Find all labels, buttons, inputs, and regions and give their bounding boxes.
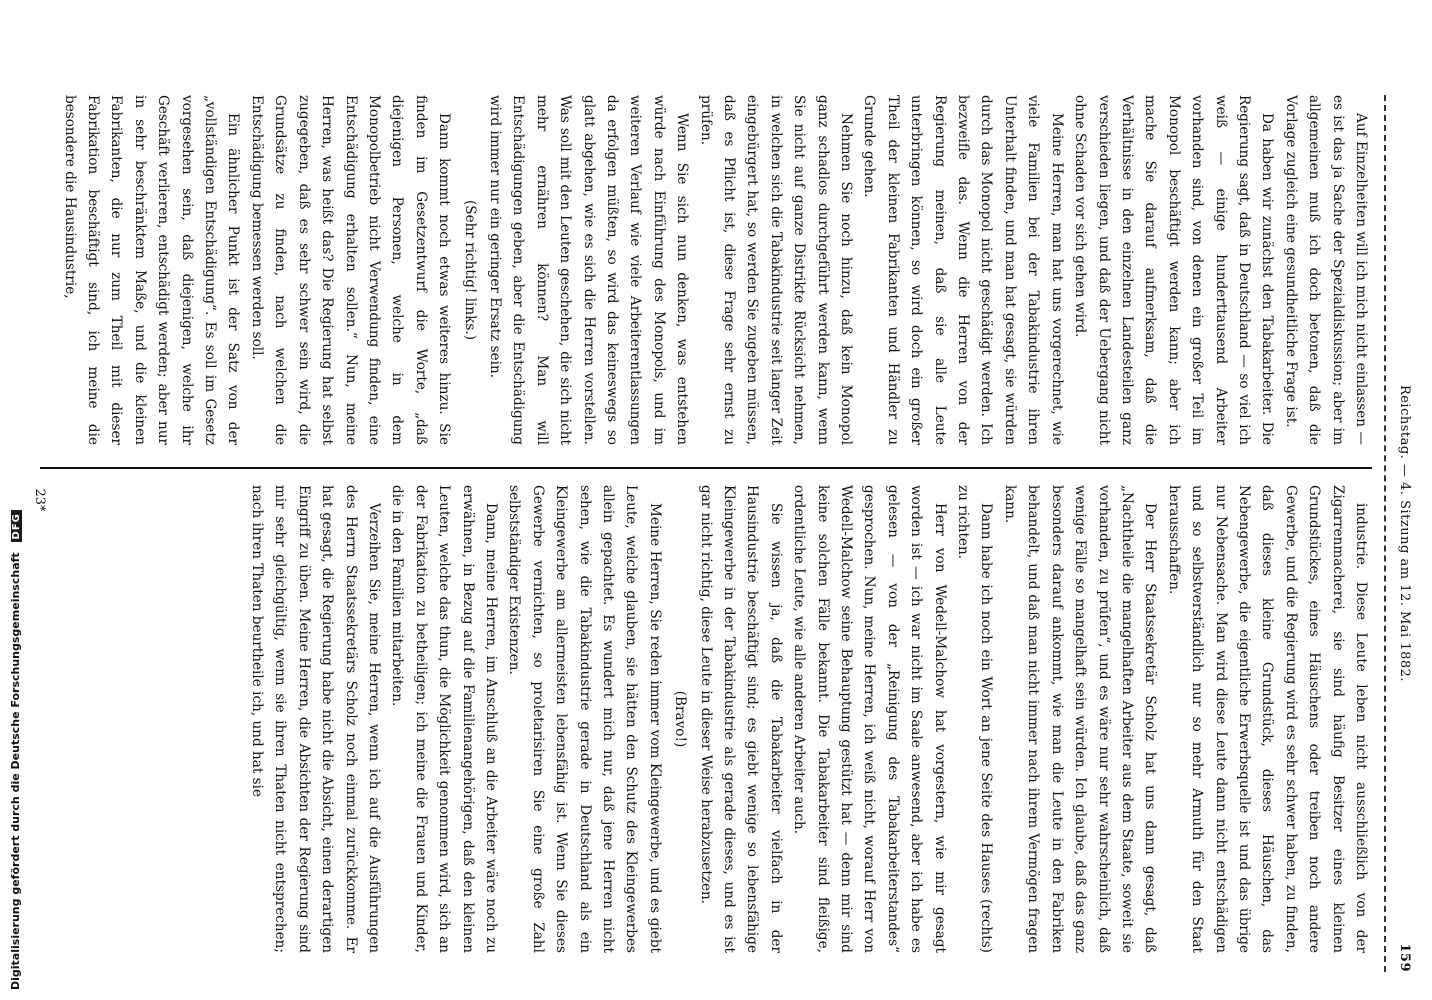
interjection: (Bravo!) [672, 690, 689, 748]
paragraph: Der Herr Staatssekretär Scholz hat uns dann gesagt, daß „Nachtheile die mangelhaften Arbeiter aus dem Staate, soweit sie vorhanden, zu prüfen“, und es wäre nur sehr wahrscheinlich, daß wenige Fälle so mangelhaft sein würden. Ich glaube, daß das ganz besonders darauf ankommt, wie man die Leute in den Fabriken behandelt, und daß man nicht immer nach ihrem Vermögen fragen kann. [1001, 485, 1159, 953]
digitization-credit [6, 0, 28, 1000]
interjection: (Sehr richtig! links.) [461, 199, 478, 341]
paragraph: Dann kommt noch etwas weiteres hinzu. Sie finden im Gesetzentwurf die Worte, „daß diejenigen Personen, welche in dem Monopolbetrieb nicht Verwendung finden, eine Entschädigung erhalten sollen.“ Nun, meine Herren, was heißt das? Die Regierung hat selbst zugegeben, daß es sehr schwer sein wird, die Grundsätze zu finden, nach welchen die Entschädigung bemessen werden soll. [248, 95, 453, 445]
signature-mark: 23* [32, 488, 47, 512]
paragraph: Sie wissen ja, daß die Tabakarbeiter vielfach in der Hausindustrie beschäftigt sind; es giebt wenige so lebensfähige Kleingewerbe in der Tabakindustrie als gerade dieses, und es ist gar nicht richtig, diese Leute in dieser Weise herabzusetzen. [697, 485, 784, 953]
paragraph: Nehmen Sie noch hinzu, daß kein Monopol ganz schadlos durchgeführt werden kann, wenn Sie nicht auf ganze Distrikte Rücksicht nehmen, in welchen sich die Tabakindustrie seit langer Zeit eingebürgert hat, so werden Sie zugeben müssen, daß es Pflicht ist, diese Frage sehr ernst zu prüfen. [697, 95, 855, 445]
paragraph: Herr von Wedell-Malchow hat vorgestern, wie mir gesagt worden ist — ich war nicht im Saale anwesend, aber ich habe es gelesen — von der „Reinigung des Tabakarbeiterstandes“ gesprochen. Nun, meine Herren, ich weiß nicht, worauf Herr von Wedell-Malchow seine Behauptung gestützt hat — denn mir sind keine solchen Fälle bekannt. Die Tabakarbeiter sind fleißige, ordentliche Leute, wie alle anderen Arbeiter auch. [791, 485, 948, 953]
page-header [1397, 95, 1412, 972]
running-title: Reichstag. — 4. Sitzung am 12. Mai 1882. [1397, 384, 1412, 683]
column-divider [40, 467, 1372, 469]
right-column [60, 485, 1372, 953]
dfg-logo: DFG [11, 510, 22, 542]
paragraph: Verzeihen Sie, meine Herren, wenn ich auf die Ausführungen des Herrn Staatssekretärs Scholz noch einmal zurückkomme. Er hat gesagt, die Regierung habe nicht die Absicht, einen derartigen Eingriff zu üben. Meine Herren, die Absichten der Regierung sind mir sehr gleichgültig, wenn sie ihren Thaten nicht entsprechen; nach ihren Thaten beurtheile ich, und hat sie [248, 485, 382, 953]
page-number: 159 [1397, 943, 1412, 972]
credit-line [9, 510, 22, 990]
paragraph: Meine Herren, man hat uns vorgerechnet, wie viele Familien bei der Tabakindustrie ihren Unterhalt finden, und man hat gesagt, sie würden durch das Monopol nicht geschädigt werden. Ich bezweifle das. Wenn die Herren von der Regierung meinen, daß sie alle Leute unterbringen können, so wird doch ein großer Theil der kleinen Fabrikanten und Händler zu Grunde gehen. [861, 95, 1065, 445]
credit-text: Digitalisierung gefördert durch die Deutsche Forschungsgemeinschaft [9, 552, 22, 990]
left-column [60, 95, 1372, 445]
paragraph: industrie. Diese Leute leben nicht ausschließlich von der Zigarrenmacherei, sie sind häufig Besitzer eines kleinen Grundstückes, eines Häuschens oder treiben noch andere Gewerbe, und die Regierung wird es sehr schwer haben, zu finden, daß dieses kleine Grundstück, dieses Häuschen, das Nebengewerbe, die eigentliche Erwerbsquelle ist und das übrige nur Nebensache. Man wird diese Leute dann nicht entschädigen und so selbstverständlich nur so mehr Armuth für den Staat herausschaffen. [1165, 485, 1369, 953]
paragraph: Ein ähnlicher Punkt ist der Satz von der „vollständigen Entschädigung“. Es soll im Gesetz vorgesehen sein, daß diejenigen, welche ihr Geschäft verlieren, entschädigt werden; aber nur in sehr beschränktem Maße, und die kleinen Fabrikanten, die nur zum Theil mit dieser Fabrikation beschäftigt sind, ich meine die besondere die Hausindustrie, [61, 95, 242, 445]
paragraph: Da haben wir zunächst den Tabakarbeiter. Die Regierung sagt, daß in Deutschland — so viel ich weiß — einige hunderttausend Arbeiter vorhanden sind, von denen ein großer Teil im Monopol beschäftigt werden kann; aber ich mache Sie darauf aufmerksam, daß die Verhältnisse in den einzelnen Landesteilen ganz verschieden liegen, und daß der Uebergang nicht ohne Schaden vor sich gehen wird. [1072, 95, 1276, 445]
paragraph: Meine Herren, Sie reden immer vom Kleingewerbe, und es giebt Leute, welche glauben, sie hätten den Schutz des Kleingewerbes allein gepachtet. Es wundert mich nur, daß jene Herren nicht sehen, wie die Tabakindustrie gerade in Deutschland als ein Kleingewerbe am allermeisten lebensfähig ist. Wenn Sie dieses Gewerbe vernichten, so proletarisiren Sie eine große Zahl selbstständiger Existenzen. [506, 485, 663, 953]
header-rule [1384, 95, 1386, 972]
paragraph: Wenn Sie sich nun denken, was entstehen würde nach Einführung des Monopols, und im weiteren Verlauf wie viele Arbeiterentlassungen da erfolgen müßten, so wird das keineswegs so glatt abgehen, wie es sich die Herren vorstellen. Was soll mit den Leuten geschehen, die sich nicht mehr ernähren können? Man will Entschädigungen geben, aber die Entschädigung wird immer nur ein geringer Ersatz sein. [486, 95, 691, 445]
paragraph: Dann habe ich noch ein Wort an jene Seite des Hauses (rechts) zu richten. [955, 485, 995, 953]
paragraph: Auf Einzelheiten will ich mich nicht einlassen — es ist das ja Sache der Spezialdiskussion; aber im allgemeinen muß ich doch betonen, daß die Vorlage zugleich eine gesundheitliche Frage ist. [1282, 95, 1369, 445]
paragraph: Dann, meine Herren, im Anschluß an die Arbeiter wäre noch zu erwähnen, in Bezug auf die Familienangehörigen, daß den kleinen Leuten, welche das thun, die Möglichkeit genommen wird, sich an der Fabrikation zu betheiligen; ich meine die Frauen und Kinder, die in den Familien mitarbeiten. [389, 485, 499, 953]
